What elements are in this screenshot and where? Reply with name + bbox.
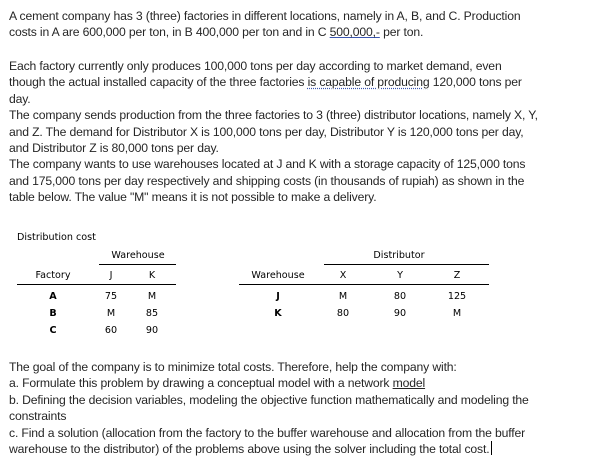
row-label-b: B xyxy=(49,308,57,319)
column-header-x: X xyxy=(339,270,347,281)
row-label-k: K xyxy=(274,308,282,319)
column-header-j: J xyxy=(109,270,113,281)
column-header-z: Z xyxy=(453,270,461,281)
task-b-line-2: constraints xyxy=(9,409,67,424)
task-a: a. Formulate this problem by drawing a conceptual model with a network model xyxy=(9,376,426,391)
cost-a-k: M xyxy=(147,291,157,302)
text-cursor xyxy=(491,441,492,455)
capacity-line-2: though the actual installed capacity of the three factories is capable of producing 120,000 tons per xyxy=(9,75,522,90)
task-b-line-1: b. Defining the decision variables, modeling the objective function mathematically and modeling the xyxy=(9,392,529,407)
capacity-line-1: Each factory currently only produces 100,000 tons per day according to market demand, even xyxy=(9,59,502,73)
capacity-line-4: The company sends production from the three factories to 3 (three) distributor locations, namely X, Y, xyxy=(9,108,538,123)
cost-c-k: 90 xyxy=(145,325,159,336)
cost-j-y: 80 xyxy=(393,291,407,302)
cost-k-y: 90 xyxy=(393,308,407,319)
cost-k-x: 80 xyxy=(336,308,350,319)
intro-line-2: costs in A are 600,000 per ton, in B 400,000 per ton and in C 500,000,- per ton. xyxy=(9,25,424,40)
column-header-k: K xyxy=(148,270,156,281)
capacity-paragraph xyxy=(9,58,593,206)
capable-of-producing-phrase: is capable of producing xyxy=(307,75,430,90)
task-c-line-1: c. Find a solution (allocation from the factory to the buffer warehouse and allocation from the buffer xyxy=(9,425,526,440)
row-label-a: A xyxy=(49,291,57,302)
intro-line-1: A cement company has 3 (three) factories in different locations, namely in A, B, and C. Production xyxy=(9,9,521,23)
warehouse-column-header: Warehouse xyxy=(251,270,305,281)
capacity-line-5: and Z. The demand for Distributor X is 100,000 tons per day, Distributor Y is 120,000 tons per day, xyxy=(9,124,524,139)
capacity-line-7: The company wants to use warehouses located at J and K with a storage capacity of 125,000 tons xyxy=(9,157,526,172)
cost-c-j: 60 xyxy=(104,325,118,336)
column-header-y: Y xyxy=(397,270,403,281)
header-rule xyxy=(17,284,176,285)
row-label-c: C xyxy=(49,325,57,336)
capacity-line-8: and 175,000 tons per day respectively and shipping costs (in thousands of rupiah) as shown in the xyxy=(9,173,525,188)
model-word: model xyxy=(392,376,426,391)
task-c-line-2: warehouse to the distributor) of the problems above using the solver including the total cost. xyxy=(9,441,593,457)
capacity-line-6: and Distributor Z is 80,000 tons per day. xyxy=(9,141,219,156)
cost-j-x: M xyxy=(338,291,348,302)
production-cost-c: 500,000,- xyxy=(329,25,380,40)
warehouse-group-header: Warehouse xyxy=(111,250,165,261)
capacity-line-3: day. xyxy=(9,91,31,106)
cost-k-z: M xyxy=(452,308,462,319)
group-header-rule xyxy=(99,264,176,265)
goal-paragraph xyxy=(9,359,593,457)
cost-j-z: 125 xyxy=(447,291,467,302)
factory-column-header: Factory xyxy=(35,270,71,281)
row-label-j: J xyxy=(276,291,280,302)
cost-b-j: M xyxy=(106,308,116,319)
group-header-rule xyxy=(324,264,489,265)
intro-paragraph xyxy=(9,8,593,41)
distributor-group-header: Distributor xyxy=(373,250,425,261)
cost-b-k: 85 xyxy=(145,308,159,319)
capacity-line-9: table below. The value "M" means it is not possible to make a delivery. xyxy=(9,190,377,205)
cost-a-j: 75 xyxy=(104,291,118,302)
header-rule xyxy=(239,284,489,285)
table-title: Distribution cost xyxy=(17,232,96,243)
goal-line-1: The goal of the company is to minimize total costs. Therefore, help the company with: xyxy=(9,360,457,374)
